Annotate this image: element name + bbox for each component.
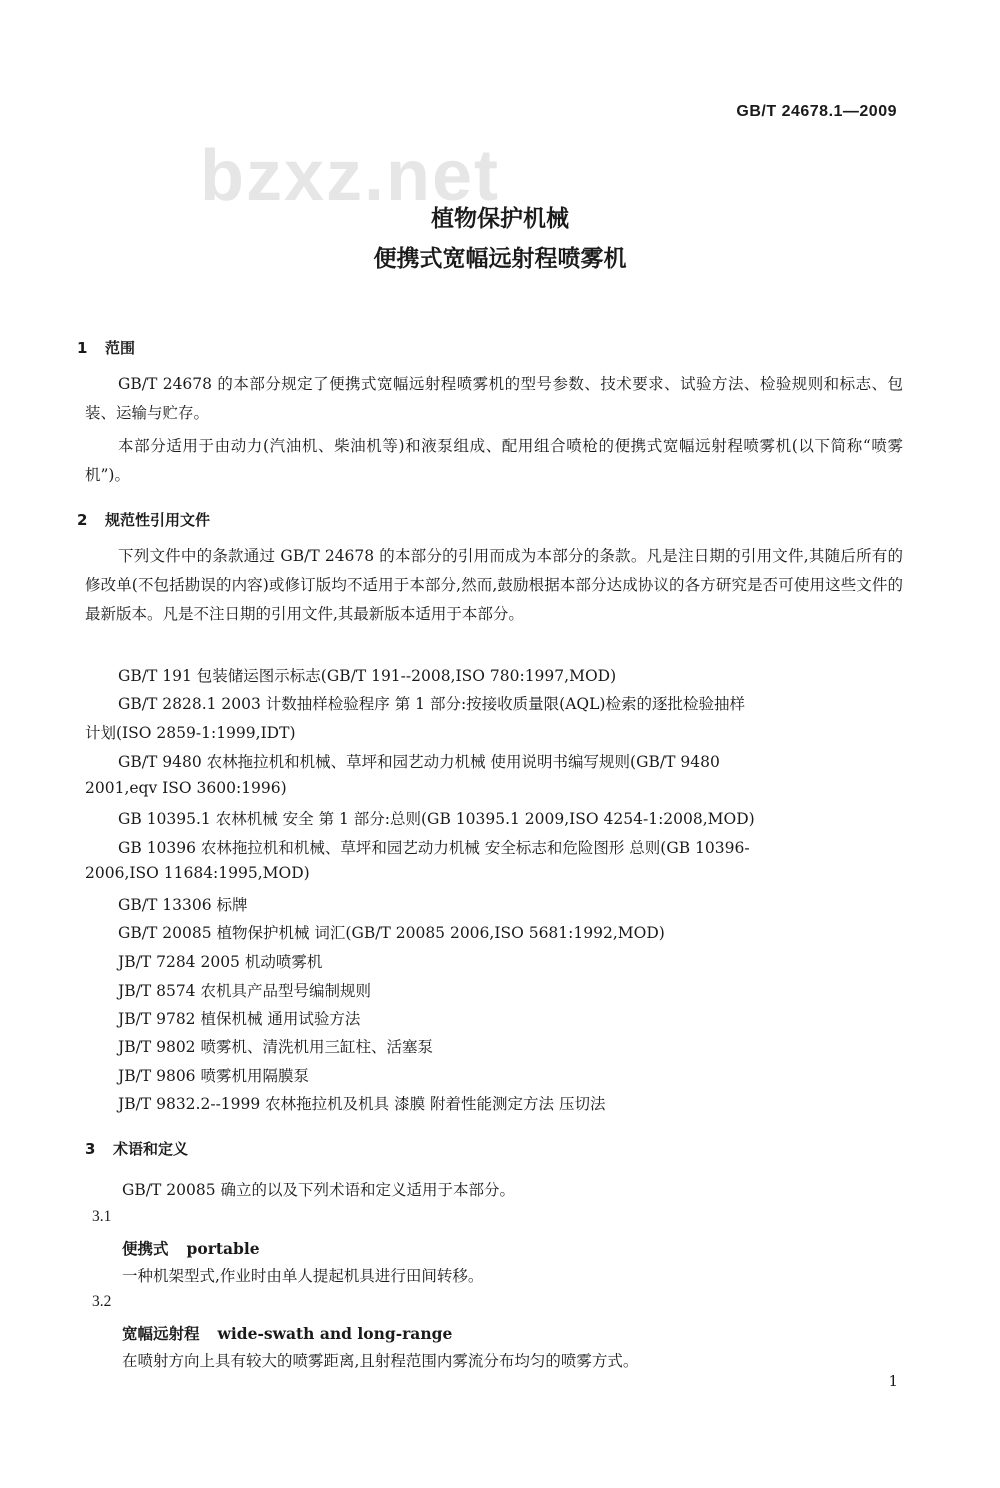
watermark: bzxz.net <box>200 136 501 216</box>
section-2-heading <box>77 509 210 530</box>
term-name <box>122 1322 452 1344</box>
reference-item: GB/T 20085 植物保护机械 词汇(GB/T 20085 2006,ISO 5681:1992,MOD) <box>118 924 665 942</box>
title-line-2: 便携式宽幅远射程喷雾机 <box>373 246 627 272</box>
section-1-paragraph-2: 本部分适用于由动力(汽油机、柴油机等)和液泵组成、配用组合喷枪的便携式宽幅远射程喷雾机(以下简称“喷雾机”)。 <box>85 437 903 484</box>
section-2-paragraph: 下列文件中的条款通过 GB/T 24678 的本部分的引用而成为本部分的条款。凡是注日期的引用文件,其随后所有的修改单(不包括勘误的内容)或修订版均不适用于本部分,然而,鼓励根据本部分达成协议的各方研究是否可使用这些文件的最新版本。凡是不注日期的引用文件,其最新版本适用于本部分。 <box>85 547 903 623</box>
reference-item: JB/T 9782 植保机械 通用试验方法 <box>118 1010 361 1028</box>
reference-item: GB/T 2828.1 2003 计数抽样检验程序 第 1 部分:按接收质量限(AQL)检索的逐批检验抽样 <box>118 695 745 713</box>
section-title: 规范性引用文件 <box>105 511 211 529</box>
section-title: 范围 <box>105 339 136 357</box>
section-3-heading <box>85 1138 188 1159</box>
section-number: 1 <box>77 339 88 357</box>
title-line-1: 植物保护机械 <box>431 206 569 232</box>
term-name-zh: 宽幅远射程 <box>122 1325 200 1343</box>
reference-item: JB/T 9806 喷雾机用隔膜泵 <box>118 1067 309 1085</box>
reference-item: GB 10396 农林拖拉机和机械、草坪和园艺动力机械 安全标志和危险图形 总则(GB 10396- <box>118 839 750 857</box>
term-name-zh: 便携式 <box>122 1240 169 1258</box>
term-number: 3.2 <box>92 1293 112 1310</box>
section-number: 2 <box>77 511 88 529</box>
document-code: GB/T 24678.1—2009 <box>736 103 897 120</box>
page-number: 1 <box>888 1372 898 1390</box>
reference-item-continued: 计划(ISO 2859-1:1999,IDT) <box>85 724 296 742</box>
reference-item: GB/T 13306 标牌 <box>118 896 248 914</box>
reference-item: JB/T 9802 喷雾机、清洗机用三缸柱、活塞泵 <box>118 1038 433 1056</box>
reference-item: GB/T 9480 农林拖拉机和机械、草坪和园艺动力机械 使用说明书编写规则(GB/T 9480 <box>118 753 720 771</box>
section-title: 术语和定义 <box>113 1140 189 1158</box>
section-1-paragraph-1: GB/T 24678 的本部分规定了便携式宽幅远射程喷雾机的型号参数、技术要求、试验方法、检验规则和标志、包装、运输与贮存。 <box>85 375 903 422</box>
reference-item-continued: 2001,eqv ISO 3600:1996) <box>85 779 287 797</box>
term-name <box>122 1237 260 1259</box>
term-name-en: portable <box>186 1239 260 1258</box>
reference-item: JB/T 8574 农机具产品型号编制规则 <box>118 982 371 1000</box>
term-number: 3.1 <box>92 1208 112 1225</box>
section-3-intro: GB/T 20085 确立的以及下列术语和定义适用于本部分。 <box>122 1181 515 1199</box>
reference-item: GB 10395.1 农林机械 安全 第 1 部分:总则(GB 10395.1 2009,ISO 4254-1:2008,MOD) <box>118 810 755 828</box>
term-definition: 一种机架型式,作业时由单人提起机具进行田间转移。 <box>122 1267 484 1285</box>
reference-item: JB/T 7284 2005 机动喷雾机 <box>118 953 323 971</box>
term-definition: 在喷射方向上具有较大的喷雾距离,且射程范围内雾流分布均匀的喷雾方式。 <box>122 1352 639 1370</box>
reference-item-continued: 2006,ISO 11684:1995,MOD) <box>85 864 310 882</box>
term-name-en: wide-swath and long-range <box>217 1324 453 1343</box>
section-number: 3 <box>85 1140 96 1158</box>
reference-item: GB/T 191 包装储运图示标志(GB/T 191--2008,ISO 780:1997,MOD) <box>118 667 617 685</box>
reference-item: JB/T 9832.2--1999 农林拖拉机及机具 漆膜 附着性能测定方法 压切法 <box>118 1095 606 1113</box>
section-1-heading <box>77 337 135 358</box>
